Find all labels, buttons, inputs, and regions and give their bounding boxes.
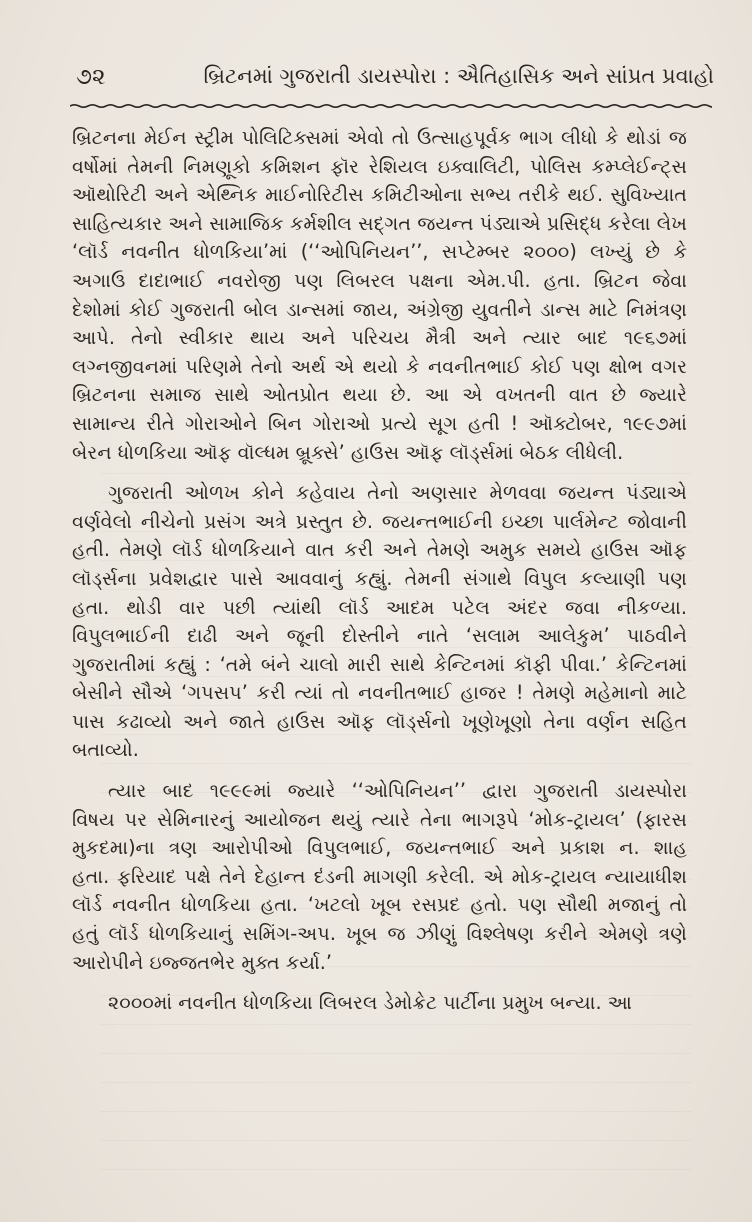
paragraph	[72, 479, 687, 765]
text-line: મુકદમા)ના ત્રણ આરોપીઓ વિપુલભાઈ, જયન્તભાઈ અને પ્રકાશ ન. શાહ	[72, 836, 687, 860]
paragraph	[72, 124, 687, 467]
text-line: આરોપીને ઇજ્જતભેર મુક્ત કર્યા.’	[72, 950, 332, 974]
text-line: ગુજરાતીમાં કહ્યું : ‘તમે બંને ચાલો મારી સાથે કેન્ટિનમાં કૉફી પીવા.’ કેન્ટિનમાં	[72, 652, 687, 676]
text-line: વર્ણવેલો નીચેનો પ્રસંગ અત્રે પ્રસ્તુત છે. જયન્તભાઈની ઇચ્છા પાર્લમેન્ટ જોવાની	[72, 509, 687, 533]
text-line: બેસીને સૌએ ‘ગપસપ’ કરી ત્યાં તો નવનીતભાઈ હાજર ! તેમણે મહેમાનો માટે	[72, 681, 687, 705]
text-line: વિષય પર સેમિનારનું આયોજન થયું ત્યારે તેના ભાગરૂપે ‘મોક-ટ્રાયલ’ (ફારસ	[72, 807, 687, 831]
body-text	[72, 124, 687, 1018]
text-line: હતા. થોડી વાર પછી ત્યાંથી લૉર્ડ આદમ પટેલ અંદર જવા નીકળ્યા.	[72, 595, 687, 619]
text-line: લૉર્ડ નવનીત ધોળકિયા હતા. ‘ખટલો ખૂબ રસપ્રદ હતો. પણ સૌથી મજાનું તો	[72, 893, 687, 917]
text-line: અગાઉ દાદાભાઈ નવરોજી પણ લિબરલ પક્ષના એમ.પી. હતા. બ્રિટન જેવા	[72, 268, 687, 292]
text-line: બેરન ધોળકિયા ઑફ વૉલ્ધમ બ્રૂક્સે’ હાઉસ ઑફ લૉર્ડ્સમાં બેઠક લીધેલી.	[72, 440, 624, 464]
paragraph-gap	[72, 467, 687, 479]
text-line: વર્ષોમાં તેમની નિમણૂકો કમિશન ફૉર રેશિયલ ઇક્વાલિટી, પોલિસ કમ્પ્લેઈન્ટ્સ	[72, 154, 687, 178]
text-line: ગુજરાતી ઓળખ કોને કહેવાય તેનો અણસાર મેળવવા જયન્ત પંડ્યાએ	[108, 481, 687, 505]
paragraph	[72, 989, 687, 1018]
text-line: બ્રિટનના સમાજ સાથે ઓતપ્રોત થયા છે. આ એ વખતની વાત છે જ્યારે	[72, 383, 687, 407]
text-line: ‘લૉર્ડ નવનીત ધોળકિયા’માં (‘‘ઓપિનિયન’’, સપ્ટેમ્બર ૨૦૦૦) લખ્યું છે કે	[72, 240, 687, 264]
text-line: સામાન્ય રીતે ગોરાઓને બિન ગોરાઓ પ્રત્યે સૂગ હતી ! ઑક્ટોબર, ૧૯૯૭માં	[72, 411, 687, 435]
text-line: લૉર્ડ્સના પ્રવેશદ્વાર પાસે આવવાનું કહ્યું. તેમની સંગાથે વિપુલ કલ્યાણી પણ	[72, 566, 687, 590]
text-line: પાસ કઢાવ્યો અને જાતે હાઉસ ઑફ લૉર્ડ્સનો ખૂણેખૂણો તેના વર્ણન સહિત	[72, 709, 687, 733]
paragraph-gap	[72, 765, 687, 777]
text-line: આપે. તેનો સ્વીકાર થાય અને પરિચય મૈત્રી અને ત્યાર બાદ ૧૯૬૭માં	[72, 326, 687, 350]
wavy-header-rule	[70, 100, 712, 112]
text-line: વિપુલભાઈની દાઢી અને જૂની દોસ્તીને નાતે ‘સલામ આલેકુમ’ પાઠવીને	[72, 624, 687, 648]
text-line: દેશોમાં કોઈ ગુજરાતી બોલ ડાન્સમાં જાય, અંગ્રેજી યુવતીને ડાન્સ માટે નિમંત્રણ	[72, 297, 687, 321]
text-line: બ્રિટનના મેઈન સ્ટ્રીમ પોલિટિક્સમાં એવો તો ઉત્સાહપૂર્વક ભાગ લીધો કે થોડાં જ	[72, 126, 687, 149]
running-title: બ્રિટનમાં ગુજરાતી ડાયસ્પોરા : ઐતિહાસિક અને સાંપ્રત પ્રવાહો	[203, 64, 714, 88]
text-line: ૨૦૦૦માં નવનીત ધોળકિયા લિબરલ ડેમોક્રેટ પાર્ટીના પ્રમુખ બન્યા. આ	[108, 991, 633, 1015]
text-line: હતું લૉર્ડ ધોળકિયાનું સમિંગ-અપ. ખૂબ જ ઝીણું વિશ્લેષણ કરીને એમણે ત્રણે	[72, 922, 687, 946]
text-line: લગ્નજીવનમાં પરિણમે તેનો અર્થ એ થયો કે નવનીતભાઈ કોઈ પણ ક્ષોભ વગર	[72, 354, 687, 378]
paragraph	[72, 777, 687, 977]
text-line: હતી. તેમણે લૉર્ડ ધોળકિયાને વાત કરી અને તેમણે અમુક સમયે હાઉસ ઑફ	[72, 538, 687, 562]
page-header	[62, 62, 714, 102]
page-number: ૭૨	[76, 64, 106, 90]
text-line: ઑથોરિટી અને એથ્નિક માઈનોરિટીસ કમિટીઓના સભ્ય તરીકે થઈ. સુવિખ્યાત	[72, 183, 687, 207]
text-line: બતાવ્યો.	[72, 738, 139, 762]
text-line: સાહિત્યકાર અને સામાજિક કર્મશીલ સદ્‌ગત જયન્ત પંડ્યાએ પ્રસિદ્ધ કરેલા લેખ	[72, 211, 687, 235]
paragraph-gap	[72, 977, 687, 989]
text-line: હતા. ફરિયાદ પક્ષે તેને દેહાન્ત દંડની માગણી કરેલી. એ મોક-ટ્રાયલ ન્યાયાધીશ	[72, 864, 687, 888]
text-line: ત્યાર બાદ ૧૯૯૯માં જ્યારે ‘‘ઓપિનિયન’’ દ્વારા ગુજરાતી ડાયસ્પોરા	[108, 779, 687, 803]
